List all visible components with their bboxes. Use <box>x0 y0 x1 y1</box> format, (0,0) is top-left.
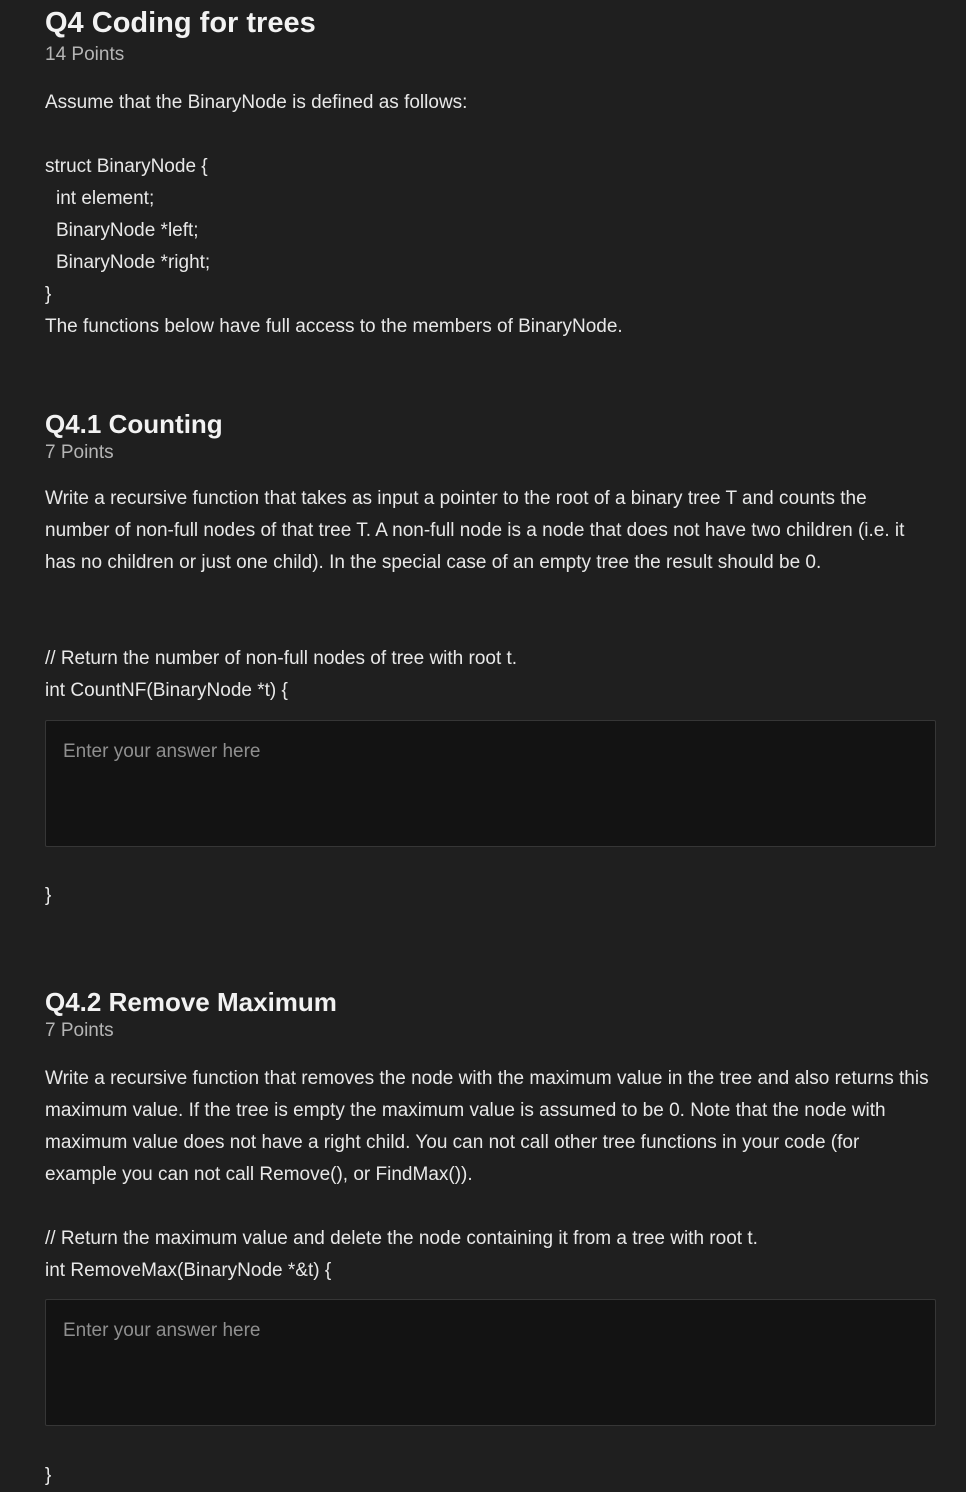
q42-points: 7 Points <box>45 1020 114 1041</box>
q4-number: Q4 <box>45 7 84 39</box>
q4-points: 14 Points <box>45 44 125 65</box>
q42-title <box>45 985 337 1019</box>
q41-signature: int CountNF(BinaryNode *t) { <box>45 680 288 701</box>
q42-answer-input[interactable] <box>45 1299 936 1426</box>
struct-line: BinaryNode *right; <box>56 252 211 273</box>
q42-header <box>45 985 337 1019</box>
q41-title <box>45 407 223 441</box>
struct-line: } <box>45 284 52 305</box>
q41-comment: // Return the number of non-full nodes of tree with root t. <box>45 648 518 669</box>
q42-description: Write a recursive function that removes the node with the maximum value in the tree and also returns this maximum value. If the tree is empty the maximum value is assumed to be 0. Note that the node with maximum value does not have a right child. You can not call other tree functions in your code (for example you can not call Remove(), or FindMax()). <box>45 1068 929 1185</box>
q41-number: Q4.1 <box>45 409 102 439</box>
q41-title-text: Counting <box>108 409 223 439</box>
q42-comment: // Return the maximum value and delete the node containing it from a tree with root t. <box>45 1228 758 1249</box>
q4-access-note: The functions below have full access to the members of BinaryNode. <box>45 316 623 337</box>
struct-line: int element; <box>56 188 155 209</box>
q4-title <box>45 6 316 40</box>
q41-header <box>45 407 223 441</box>
q4-header <box>45 6 316 40</box>
q4-title-text: Coding for trees <box>91 7 316 39</box>
q41-description: Write a recursive function that takes as input a pointer to the root of a binary tree T and counts the number of non-full nodes of that tree T. A non-full node is a node that does not have two children (i.e. it has no children or just one child). In the special case of an empty tree the result should be 0. <box>45 488 905 573</box>
q42-title-text: Remove Maximum <box>108 987 337 1017</box>
q41-closing-brace: } <box>45 885 52 906</box>
q4-intro: Assume that the BinaryNode is defined as follows: <box>45 92 468 113</box>
q41-points: 7 Points <box>45 442 114 463</box>
struct-line: BinaryNode *left; <box>56 220 199 241</box>
q42-closing-brace: } <box>45 1465 52 1486</box>
q42-signature: int RemoveMax(BinaryNode *&t) { <box>45 1260 332 1281</box>
q41-answer-input[interactable] <box>45 720 936 847</box>
q42-number: Q4.2 <box>45 987 102 1017</box>
struct-definition <box>45 151 623 343</box>
struct-line: struct BinaryNode { <box>45 156 208 177</box>
